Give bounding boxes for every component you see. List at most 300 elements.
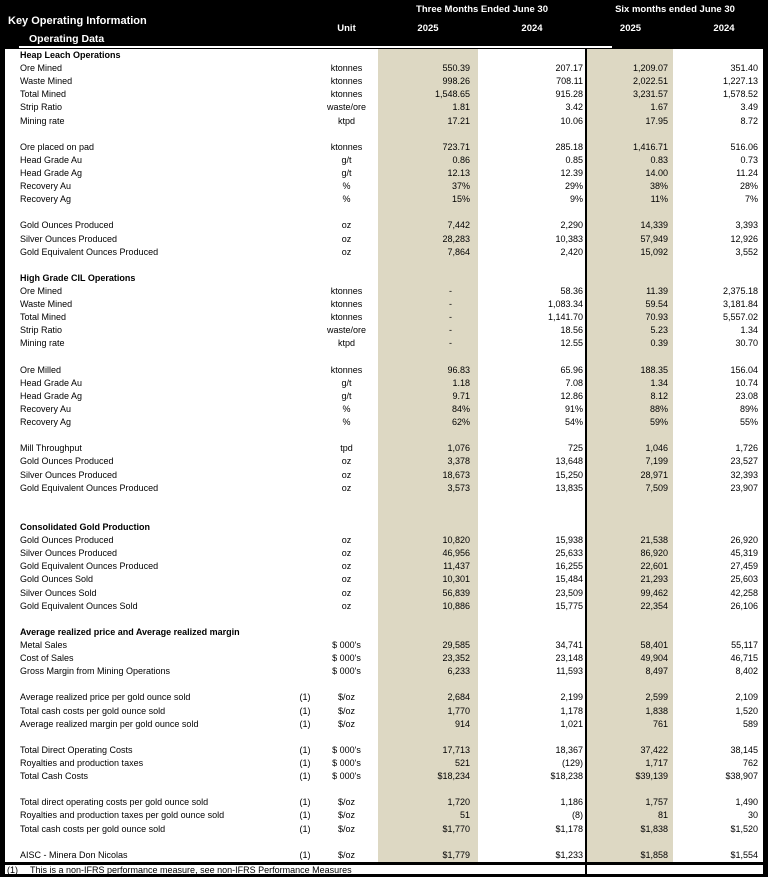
row-label: Cost of Sales [20,654,74,664]
value-h1-2025: 8,497 [645,666,668,677]
row-label: Average realized price per gold ounce sold [20,693,191,703]
table-row [0,469,768,482]
row-label: Gold Equivalent Ounces Produced [20,483,159,493]
value-h1-2024: 3,393 [735,220,758,231]
value-q2-2025: 723.71 [442,141,470,152]
row-label: Silver Ounces Produced [20,470,118,480]
value-h1-2025: 15,092 [640,246,668,257]
value-h1-2025: 59% [649,417,668,428]
table-row [0,246,768,259]
value-q2-2024: 15,938 [555,535,583,546]
value-q2-2024: 34,741 [555,639,583,650]
value-q2-2024: 13,648 [555,456,583,467]
spacer-row [0,731,768,744]
value-q2-2025: 1,548.65 [434,89,470,100]
value-q2-2024: 12.55 [560,338,583,349]
row-label: Ore placed on pad [20,142,95,152]
value-q2-2024: 1,021 [560,718,583,729]
value-h1-2025: 86,920 [640,548,668,559]
unit-cell: $ 000's [332,771,361,782]
row-label: Ore Mined [20,287,63,297]
unit-cell: ktpd [337,338,355,349]
value-q2-2025: 7,864 [447,246,470,257]
value-q2-2025: 0.86 [452,154,470,165]
value-h1-2025: 2,599 [645,692,668,703]
value-q2-2025: 10,886 [442,600,470,611]
table-row [0,849,768,862]
value-h1-2025: 3,231.57 [632,89,668,100]
value-h1-2025: 81 [657,810,668,821]
value-h1-2025: 1,838 [645,705,668,716]
value-h1-2024: 762 [742,757,758,768]
value-q2-2024: 12.39 [560,168,583,179]
unit-cell: oz [341,535,352,546]
unit-cell: oz [341,587,352,598]
year-column-header-q2024: 2024 [521,23,543,34]
row-label: Total Direct Operating Costs [20,745,133,755]
table-row [0,416,768,429]
value-q2-2024: 54% [564,417,583,428]
value-q2-2024: 2,420 [560,246,583,257]
row-label: Ore Mined [20,64,63,74]
table-row [0,311,768,324]
unit-cell: g/t [341,168,352,179]
unit-cell: $ 000's [332,653,361,664]
unit-cell: ktonnes [330,141,363,152]
value-q2-2024: (8) [572,810,583,821]
value-h1-2024: 45,319 [730,548,758,559]
value-h1-2024: 10.74 [735,377,758,388]
table-left-border [0,0,5,877]
footnote-reference: (1) [299,810,311,821]
unit-cell: $/oz [337,797,355,808]
row-label: Gold Ounces Produced [20,221,114,231]
table-row [0,193,768,206]
table-row [0,88,768,101]
value-q2-2025: 51 [459,810,470,821]
value-q2-2025: 1.18 [452,377,470,388]
six-months-group-header: Six months ended June 30 [615,4,735,15]
value-h1-2024: 589 [742,718,758,729]
value-h1-2024: $1,554 [730,849,758,860]
value-q2-2025: 84% [451,404,470,414]
value-h1-2025: $1,838 [640,823,668,834]
row-label: Average realized margin per gold ounce sold [20,719,199,729]
table-row [0,390,768,403]
row-label: Head Grade Au [20,155,83,165]
unit-cell: oz [341,456,352,467]
value-q2-2024: 23,148 [555,653,583,664]
row-label: Total cash costs per gold ounce sold [20,706,166,716]
value-q2-2025: 2,684 [447,692,470,703]
value-h1-2024: 23.08 [735,390,758,401]
value-h1-2025: 0.39 [650,338,668,349]
value-h1-2025: 70.93 [645,312,668,323]
value-h1-2024: 3,181.84 [722,299,758,310]
value-q2-2024: 15,250 [555,469,583,480]
section-header-row [0,49,768,62]
value-h1-2025: 11.39 [646,286,668,297]
value-h1-2025: 761 [652,718,668,729]
table-row [0,298,768,311]
value-h1-2025: 1,046 [645,443,668,454]
row-label: AISC - Minera Don Nicolas [20,850,128,860]
value-q2-2025: 29,585 [442,639,470,650]
value-h1-2025: $1,858 [640,849,668,860]
unit-cell: oz [341,561,352,572]
row-label: Strip Ratio [20,103,63,113]
spacer-row [0,128,768,141]
value-h1-2025: 11% [650,194,668,205]
value-h1-2025: 99,462 [640,587,668,598]
row-label: Royalties and production taxes per gold ounce sold [20,811,225,821]
value-q2-2024: 708.11 [556,76,583,87]
table-row [0,233,768,246]
value-q2-2025: 15% [451,194,470,205]
value-q2-2025: - [449,325,452,336]
unit-cell: ktonnes [330,76,363,87]
table-row [0,586,768,599]
unit-cell: waste/ore [326,325,367,336]
row-label: Royalties and production taxes [20,758,144,768]
value-q2-2025: 28,283 [442,233,470,244]
table-row [0,324,768,337]
section-title: Heap Leach Operations [20,51,121,61]
value-q2-2025: 1,076 [447,443,470,454]
value-q2-2024: 7.08 [565,377,583,388]
table-row [0,219,768,232]
value-h1-2024: $38,907 [725,771,758,782]
value-q2-2024: 1,186 [560,797,583,808]
year-column-header-q2025: 2025 [417,23,439,34]
row-label: Recovery Au [20,405,72,414]
row-label: Gold Equivalent Ounces Produced [20,562,159,572]
value-q2-2025: 3,573 [447,482,470,493]
table-row [0,62,768,75]
value-q2-2024: 11,593 [556,666,583,677]
value-q2-2025: 6,233 [447,666,470,677]
value-q2-2024: 25,633 [555,548,583,559]
unit-cell: ktonnes [330,89,363,100]
value-h1-2025: 2,022.51 [632,76,668,87]
value-h1-2025: 14.00 [645,168,668,179]
table-row [0,639,768,652]
unit-cell: $ 000's [332,666,361,677]
value-h1-2025: 1,209.07 [632,63,668,74]
value-h1-2025: 14,339 [640,220,668,231]
unit-cell: oz [341,574,352,585]
value-h1-2025: 5.23 [650,325,668,336]
table-row [0,718,768,731]
value-q2-2024: $1,233 [555,849,583,860]
row-label: Strip Ratio [20,326,63,336]
value-q2-2024: 285.18 [555,141,583,152]
value-h1-2025: 88% [649,404,668,414]
value-h1-2024: 38,145 [730,744,758,755]
unit-cell: g/t [341,377,352,388]
value-q2-2024: 725 [567,443,583,454]
value-h1-2024: 42,258 [730,587,758,598]
value-q2-2024: 10.06 [560,115,583,126]
row-label: Gold Ounces Produced [20,536,114,546]
value-h1-2025: 1,757 [645,797,668,808]
value-h1-2024: $1,520 [730,823,758,834]
unit-cell: $ 000's [332,744,361,755]
table-row [0,796,768,809]
table-row [0,455,768,468]
row-label: Total Cash Costs [20,772,89,782]
unit-cell: $/oz [337,705,355,716]
row-label: Head Grade Ag [20,169,83,179]
footnote-reference: (1) [299,692,311,703]
spacer-row [0,351,768,364]
footnote-reference: (1) [299,797,311,808]
year-column-header-h2025: 2025 [619,23,642,34]
value-q2-2024: 29% [564,181,583,192]
value-h1-2024: 2,109 [735,692,758,703]
value-h1-2024: 55,117 [731,639,758,650]
value-q2-2025: 11,437 [443,561,470,572]
unit-cell: $ 000's [332,757,361,768]
table-row [0,809,768,822]
row-label: Metal Sales [20,640,68,650]
row-label: Gross Margin from Mining Operations [20,667,171,677]
value-q2-2024: 23,509 [555,587,583,598]
value-h1-2024: 1,490 [735,797,758,808]
value-h1-2025: 0.83 [650,154,668,165]
row-label: Gold Equivalent Ounces Produced [20,247,159,257]
footnote-reference: (1) [299,757,311,768]
unit-cell: % [342,194,351,205]
value-h1-2025: 1.34 [650,377,668,388]
section-header-row [0,272,768,285]
table-row [0,652,768,665]
row-label: Silver Ounces Produced [20,549,118,559]
value-h1-2025: 8.12 [650,390,668,401]
value-q2-2025: 550.39 [442,63,470,74]
footnote-reference: (1) [299,718,311,729]
row-label: Gold Equivalent Ounces Sold [20,601,138,611]
unit-cell: $/oz [337,823,355,834]
unit-cell: ktonnes [330,286,363,297]
value-q2-2024: 15,484 [555,574,583,585]
row-label: Silver Ounces Sold [20,588,97,598]
unit-cell: ktonnes [330,364,363,375]
table-row [0,180,768,193]
period-divider-line [585,48,587,877]
value-q2-2024: 13,835 [555,482,583,493]
value-q2-2025: 17.21 [447,115,470,126]
table-row [0,744,768,757]
value-h1-2025: 21,293 [640,574,668,585]
value-h1-2024: 0.73 [740,154,758,165]
unit-cell: oz [341,548,352,559]
table-row [0,101,768,114]
value-h1-2025: 21,538 [640,535,668,546]
spacer-row [0,206,768,219]
value-q2-2025: 998.26 [442,76,470,87]
section-title: Average realized price and Average realized margin [20,627,240,637]
table-header [0,0,768,49]
value-q2-2024: 1,083.34 [547,299,583,310]
table-row [0,403,768,416]
unit-cell: ktpd [337,115,355,126]
footnote-reference: (1) [299,823,311,834]
footnote-text: This is a non-IFRS performance measure, see non-IFRS Performance Measures [30,864,352,875]
value-q2-2025: 17,713 [442,744,470,755]
value-h1-2024: 1.34 [740,325,758,336]
value-h1-2024: 1,726 [735,443,758,454]
unit-cell: ktonnes [330,299,363,310]
row-label: Head Grade Ag [20,391,83,401]
table-row [0,337,768,350]
value-q2-2025: 23,352 [442,653,470,664]
value-h1-2024: 26,106 [730,600,758,611]
value-q2-2025: 7,442 [447,220,470,231]
value-h1-2024: 3,552 [735,246,758,257]
footnote-reference: (1) [299,771,311,782]
value-h1-2024: 1,578.52 [722,89,758,100]
row-label: Gold Ounces Produced [20,457,114,467]
spacer-row [0,508,768,521]
row-label: Mill Throughput [20,444,82,454]
table-rows [0,49,768,862]
value-q2-2024: 58.36 [560,286,583,297]
value-h1-2024: 30.70 [735,338,758,349]
row-label: Waste Mined [20,300,73,310]
operating-data-heading: Operating Data [29,33,105,45]
value-h1-2025: 1.67 [650,102,668,113]
value-q2-2025: 3,378 [447,456,470,467]
table-row [0,822,768,835]
value-h1-2024: 46,715 [730,653,758,664]
unit-cell: $/oz [337,718,355,729]
value-q2-2024: 2,290 [560,220,583,231]
value-q2-2025: 96.83 [447,364,470,375]
value-q2-2024: 207.17 [555,63,583,74]
value-q2-2024: $18,238 [550,771,583,782]
footnote-marker: (1) [7,864,18,875]
section-header-row [0,521,768,534]
row-label: Ore Milled [20,365,62,375]
value-h1-2024: 23,907 [730,482,758,493]
spacer-row [0,678,768,691]
unit-cell: g/t [341,390,352,401]
value-h1-2024: 27,459 [730,561,758,572]
unit-cell: % [342,417,351,428]
unit-cell: oz [341,600,352,611]
row-label: Mining rate [20,116,65,126]
value-q2-2025: - [449,338,452,349]
value-q2-2024: 1,141.70 [547,312,583,323]
value-q2-2025: 37% [451,181,470,192]
spacer-row [0,613,768,626]
value-q2-2024: 65.96 [560,364,583,375]
row-label: Head Grade Au [20,378,83,388]
value-q2-2024: 16,255 [555,561,583,572]
unit-cell: % [342,181,351,192]
table-row [0,442,768,455]
row-label: Recovery Ag [20,195,72,205]
value-h1-2025: 188.35 [640,364,668,375]
unit-cell: waste/ore [326,102,367,113]
value-h1-2024: 8.72 [740,115,758,126]
value-h1-2024: 2,375.18 [722,286,758,297]
operating-data-underline [19,46,612,48]
row-label: Total Mined [20,313,67,323]
value-q2-2024: 15,775 [555,600,583,611]
value-q2-2024: 2,199 [560,692,583,703]
value-q2-2025: 62% [451,417,470,428]
footnote-reference: (1) [299,705,311,716]
value-q2-2025: $18,234 [437,771,470,782]
value-q2-2025: 56,839 [442,587,470,598]
unit-cell: oz [341,233,352,244]
value-h1-2025: 38% [649,181,668,192]
row-label: Total cash costs per gold ounce sold [20,824,166,834]
value-q2-2024: 18.56 [560,325,583,336]
table-row [0,665,768,678]
value-q2-2024: 12.86 [560,390,583,401]
table-row [0,364,768,377]
value-h1-2025: 58,401 [640,639,668,650]
value-q2-2025: 18,673 [442,469,470,480]
section-title: High Grade CIL Operations [20,273,136,283]
value-h1-2024: 3.49 [740,102,758,113]
unit-cell: oz [341,220,352,231]
table-right-border [763,0,768,877]
row-label: Recovery Ag [20,418,72,428]
value-q2-2024: $1,178 [555,823,583,834]
row-label: Waste Mined [20,77,73,87]
value-h1-2024: 26,920 [730,535,758,546]
table-row [0,141,768,154]
unit-cell: tpd [340,443,353,454]
unit-cell: oz [341,482,352,493]
value-h1-2024: 28% [739,181,758,192]
value-q2-2024: 1,178 [560,705,583,716]
value-q2-2025: $1,779 [442,849,470,860]
value-h1-2024: 516.06 [730,141,758,152]
spacer-row [0,495,768,508]
row-label: Mining rate [20,339,65,349]
unit-cell: $ 000's [332,639,361,650]
value-q2-2025: 1,770 [447,705,470,716]
value-h1-2025: 1,717 [645,757,668,768]
value-h1-2024: 8,402 [735,666,758,677]
unit-cell: $/oz [337,810,355,821]
row-label: Recovery Au [20,182,72,192]
value-q2-2025: 1.81 [452,102,470,113]
unit-cell: $/oz [337,692,355,703]
value-q2-2025: 10,820 [442,535,470,546]
spacer-row [0,836,768,849]
value-h1-2024: 32,393 [730,469,758,480]
value-q2-2025: - [449,286,452,297]
footnote-reference: (1) [299,744,311,755]
row-label: Gold Ounces Sold [20,575,94,585]
value-q2-2025: 46,956 [442,548,470,559]
unit-cell: $/oz [337,849,355,860]
table-row [0,560,768,573]
value-q2-2024: 0.85 [565,154,583,165]
footnote-row [0,862,768,877]
value-q2-2024: 9% [569,194,583,205]
value-h1-2024: 156.04 [730,364,758,375]
value-q2-2025: 1,720 [447,797,470,808]
footnote-reference: (1) [299,849,311,860]
value-h1-2025: 22,354 [640,600,668,611]
